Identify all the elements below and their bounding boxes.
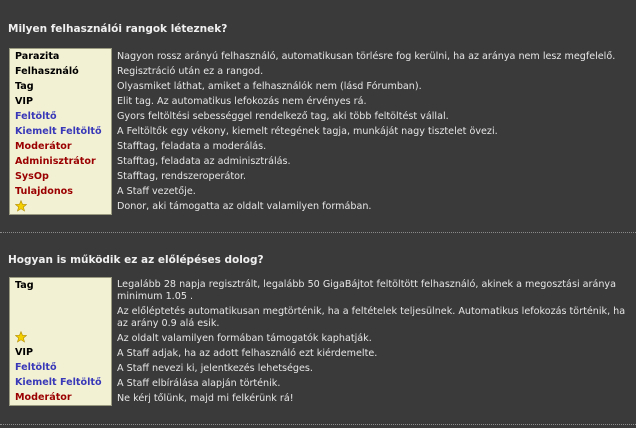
rank-description: A Feltöltők egy vékony, kiemelt rétegének tagja, munkáját nagy tisztelet övezi. [117,126,498,137]
rank-cell: VIP [15,96,34,107]
rank-description: Elit tag. Az automatikus lefokozás nem érvényes rá. [117,96,367,107]
rank-list [9,48,112,215]
rank-description: Stafftag, feladata a moderálás. [117,141,267,152]
rank-description: Nagyon rossz arányú felhasználó, automatikusan törlésre fog kerülni, ha az aránya nem lesz megfelelő. [117,51,616,62]
rank-cell: SysOp [15,171,49,182]
rank-description: Gyors feltöltési sebességgel rendelkező tag, aki több feltöltést vállal. [117,111,449,122]
rank-description: A Staff vezetője. [117,186,196,197]
rank-cell: Felhasználó [15,66,79,77]
rank-cell: Kiemelt Feltöltő [15,377,102,388]
promotion-tag-requirements: Legalább 28 napja regisztrált, legalább 50 GigaBájtot feltöltött felhasználó, akinek a megosztási aránya minimum 1.05 . [117,279,616,303]
star-icon [15,200,27,212]
section-divider-bottom [0,424,636,425]
promotion-description-list [117,279,632,406]
rank-cell [10,199,111,214]
rank-description: Ne kérj tőlünk, majd mi felkérünk rá! [117,393,294,404]
rank-cell: Parazita [15,51,60,62]
rank-description: Stafftag, feladata az adminisztrálás. [117,156,291,167]
rank-description-list [117,49,632,214]
promotion-rank-list [9,277,112,406]
rank-cell [10,330,111,345]
rank-cell: Tulajdonos [15,186,73,197]
section-title-promotion: Hogyan is működik ez az előlépéses dolog? [8,254,264,266]
promotion-tag-auto-rule: Az előléptetés automatikusan megtörténik, ha a feltételek teljesülnek. Automatikus lefokozás történik, ha az arány 0.9 alá esik. [117,306,626,330]
rank-description: A Staff elbírálása alapján történik. [117,378,281,389]
rank-cell: Kiemelt Feltöltő [15,126,102,137]
rank-description: Olyasmiket láthat, amiket a felhasználók nem (lásd Fórumban). [117,81,422,92]
section-title-ranks: Milyen felhasználói rangok léteznek? [8,23,228,35]
section-divider [0,232,636,233]
rank-cell: Tag [15,81,34,92]
rank-cell: Moderátor [15,141,72,152]
rank-cell: Feltöltő [15,362,57,373]
rank-description: Stafftag, rendszeroperátor. [117,171,247,182]
rank-description: Regisztráció után ez a rangod. [117,66,264,77]
rank-description: Az oldalt valamilyen formában támogatók kaphatják. [117,333,372,344]
rank-cell: Adminisztrátor [15,156,96,167]
rank-cell: Moderátor [15,392,72,403]
rank-description: A Staff adjak, ha az adott felhasználó ezt kiérdemelte. [117,348,378,359]
rank-cell: VIP [15,347,34,358]
rank-description: Donor, aki támogatta az oldalt valamilyen formában. [117,201,372,212]
rank-cell: Feltöltő [15,111,57,122]
rank-tag: Tag [15,280,34,291]
star-icon [15,331,27,343]
rank-description: A Staff nevezi ki, jelentkezés lehetséges. [117,363,313,374]
